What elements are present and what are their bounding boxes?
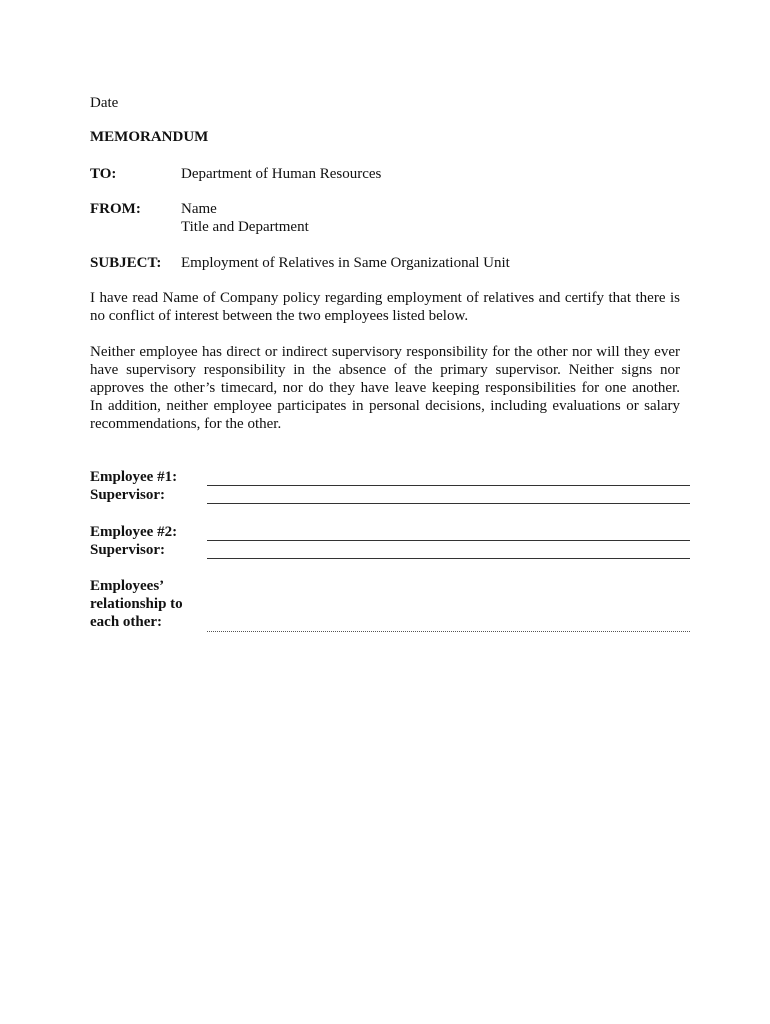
to-label: TO: [90,166,117,182]
paragraph-line: approves the other’s timecard, nor do they have leave keeping responsibilities for one another. [90,380,680,396]
relationship-line[interactable] [207,631,690,632]
relationship-label-2: relationship to [90,596,183,612]
paragraph-line: have supervisory responsibility in the absence of the primary supervisor. Neither signs nor [90,362,680,378]
paragraph-line: Neither employee has direct or indirect supervisory responsibility for the other nor will they ever [90,344,680,360]
subject-label: SUBJECT: [90,255,162,271]
employee2-line[interactable] [207,540,690,541]
from-label: FROM: [90,201,141,217]
supervisor1-label: Supervisor: [90,487,165,503]
supervision-paragraph [90,343,680,433]
subject-value: Employment of Relatives in Same Organizational Unit [181,255,510,271]
paragraph-line: I have read Name of Company policy regarding employment of relatives and certify that there is [90,290,680,306]
memo-heading: MEMORANDUM [90,129,209,145]
relationship-label-1: Employees’ [90,578,165,594]
paragraph-line: recommendations, for the other. [90,416,282,432]
supervisor1-line[interactable] [207,503,690,504]
date-label: Date [90,95,119,111]
paragraph-line: In addition, neither employee participates in personal decisions, including evaluations or salary [90,398,680,414]
from-title: Title and Department [181,219,309,235]
employee1-line[interactable] [207,485,690,486]
supervisor2-line[interactable] [207,558,690,559]
relationship-label-3: each other: [90,614,163,630]
certification-paragraph [90,289,680,325]
employee1-label: Employee #1: [90,469,178,485]
employee2-label: Employee #2: [90,524,178,540]
supervisor2-label: Supervisor: [90,542,165,558]
to-value: Department of Human Resources [181,166,382,182]
paragraph-line: no conflict of interest between the two employees listed below. [90,308,469,324]
from-name: Name [181,201,217,217]
